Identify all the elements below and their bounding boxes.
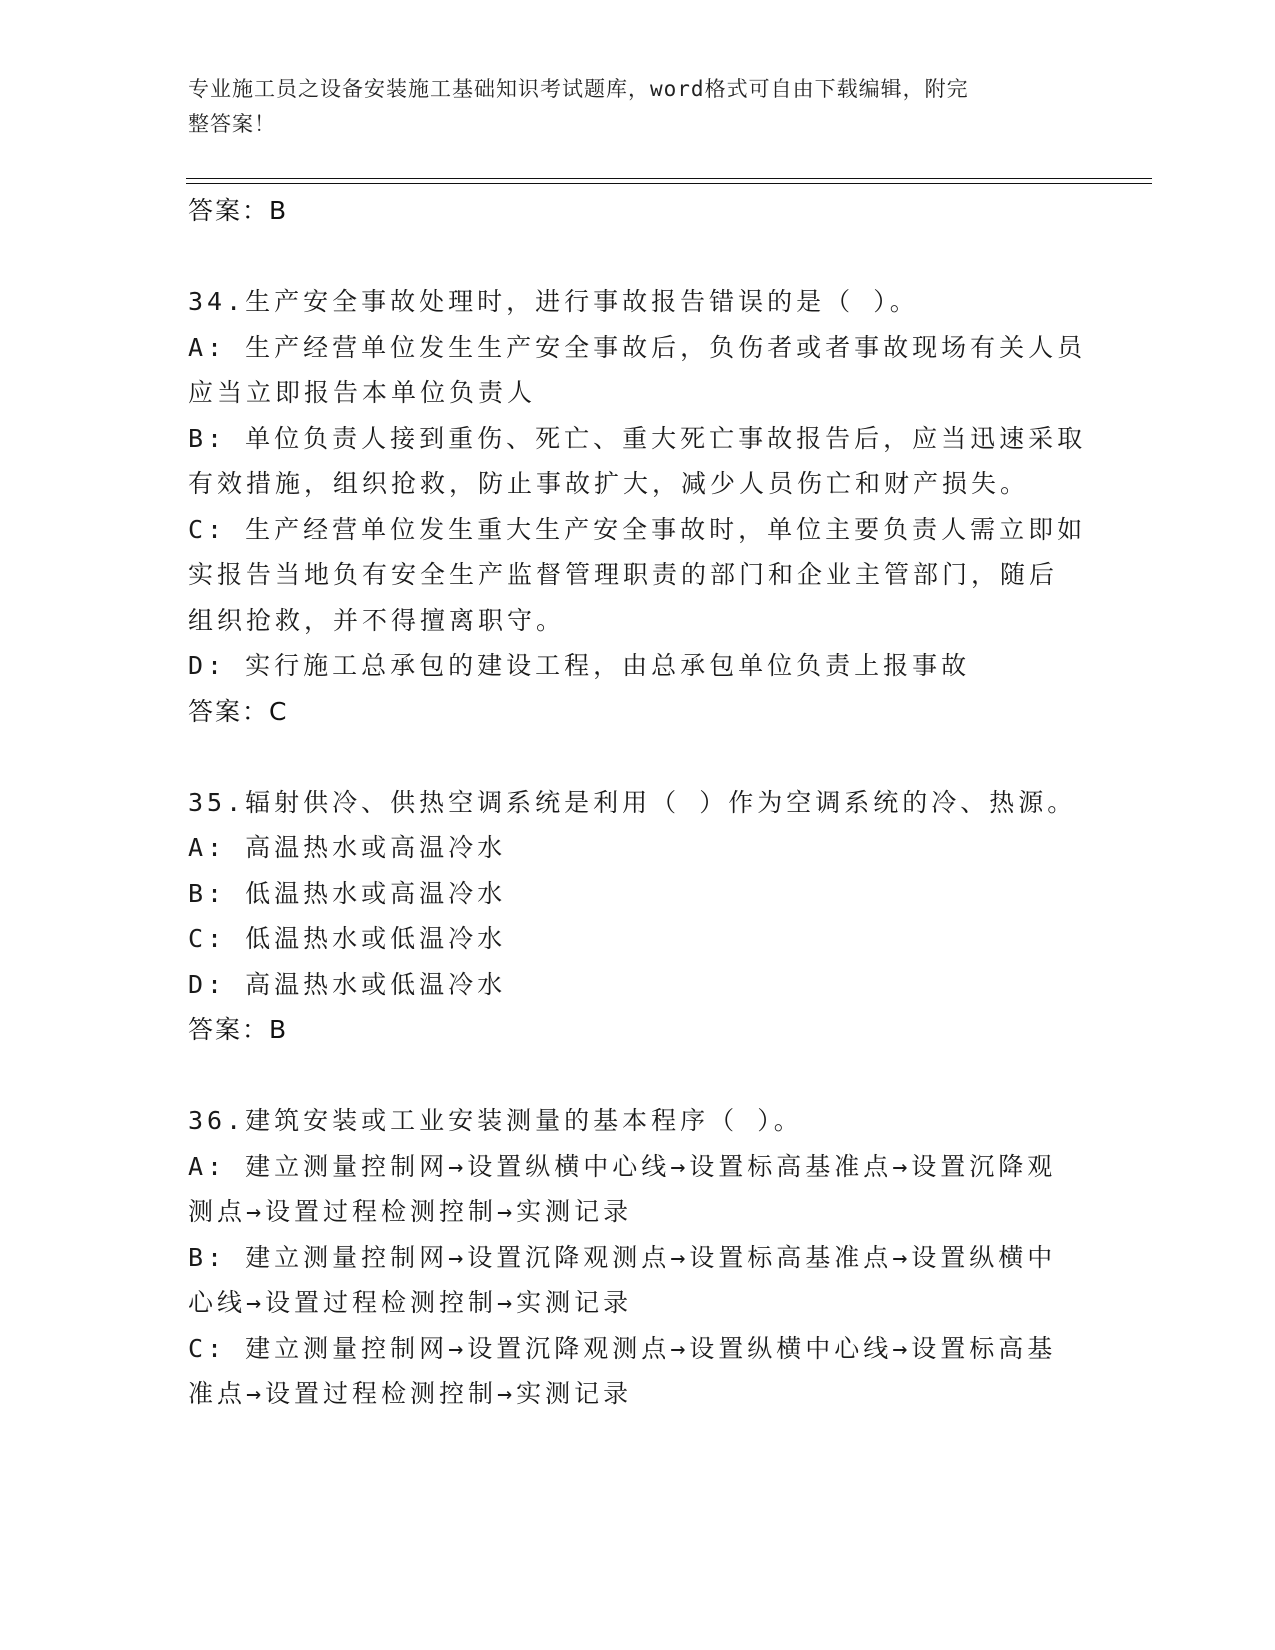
option-b: B: 建立测量控制网→设置沉降观测点→设置标高基准点→设置纵横中 心线→设置过程检测控制→实测记录 [188,1242,1057,1317]
option-c: C: 建立测量控制网→设置沉降观测点→设置纵横中心线→设置标高基 准点→设置过程检测控制→实测记录 [188,1333,1057,1408]
question-36 [188,1098,1088,1417]
question-34 [188,279,1088,734]
question-stem: 35.辐射供冷、供热空调系统是利用（ ）作为空调系统的冷、热源。 [188,787,1077,817]
page-header [188,72,1068,142]
answer-prev: 答案：B [188,196,289,225]
option-b: B: 单位负责人接到重伤、死亡、重大死亡事故报告后，应当迅速采取 有效措施，组织抢救，防止事故扩大，减少人员伤亡和财产损失。 [188,423,1087,498]
option-d: D: 高温热水或低温冷水 [188,969,507,999]
option-b: B: 低温热水或高温冷水 [188,878,507,908]
option-a: A: 高温热水或高温冷水 [188,833,507,862]
header-line-1: 专业施工员之设备安装施工基础知识考试题库，word格式可自由下载编辑，附完 [188,77,969,101]
question-stem: 36.建筑安装或工业安装测量的基本程序（ ）。 [188,1106,803,1135]
question-35 [188,780,1088,1053]
header-line-2: 整答案！ [188,112,276,136]
header-double-rule [186,178,1152,184]
spacer [188,1053,1088,1099]
spacer [188,734,1088,780]
option-d: D: 实行施工总承包的建设工程，由总承包单位负责上报事故 [188,651,971,680]
answer: 答案：B [188,1015,289,1044]
answer: 答案：C [188,696,289,726]
spacer [188,234,1088,280]
option-c: C: 生产经营单位发生重大生产安全事故时，单位主要负责人需立即如 实报告当地负有安全生产监督管理职责的部门和企业主管部门，随后 组织抢救，并不得擅离职守。 [188,514,1087,635]
question-stem: 34.生产安全事故处理时，进行事故报告错误的是（ ）。 [188,287,919,316]
option-a: A: 建立测量控制网→设置纵横中心线→设置标高基准点→设置沉降观 测点→设置过程检测控制→实测记录 [188,1151,1057,1226]
document-body [188,188,1088,1417]
option-c: C: 低温热水或低温冷水 [188,924,507,953]
option-a: A: 生产经营单位发生生产安全事故后，负伤者或者事故现场有关人员 应当立即报告本单位负责人 [188,332,1087,407]
